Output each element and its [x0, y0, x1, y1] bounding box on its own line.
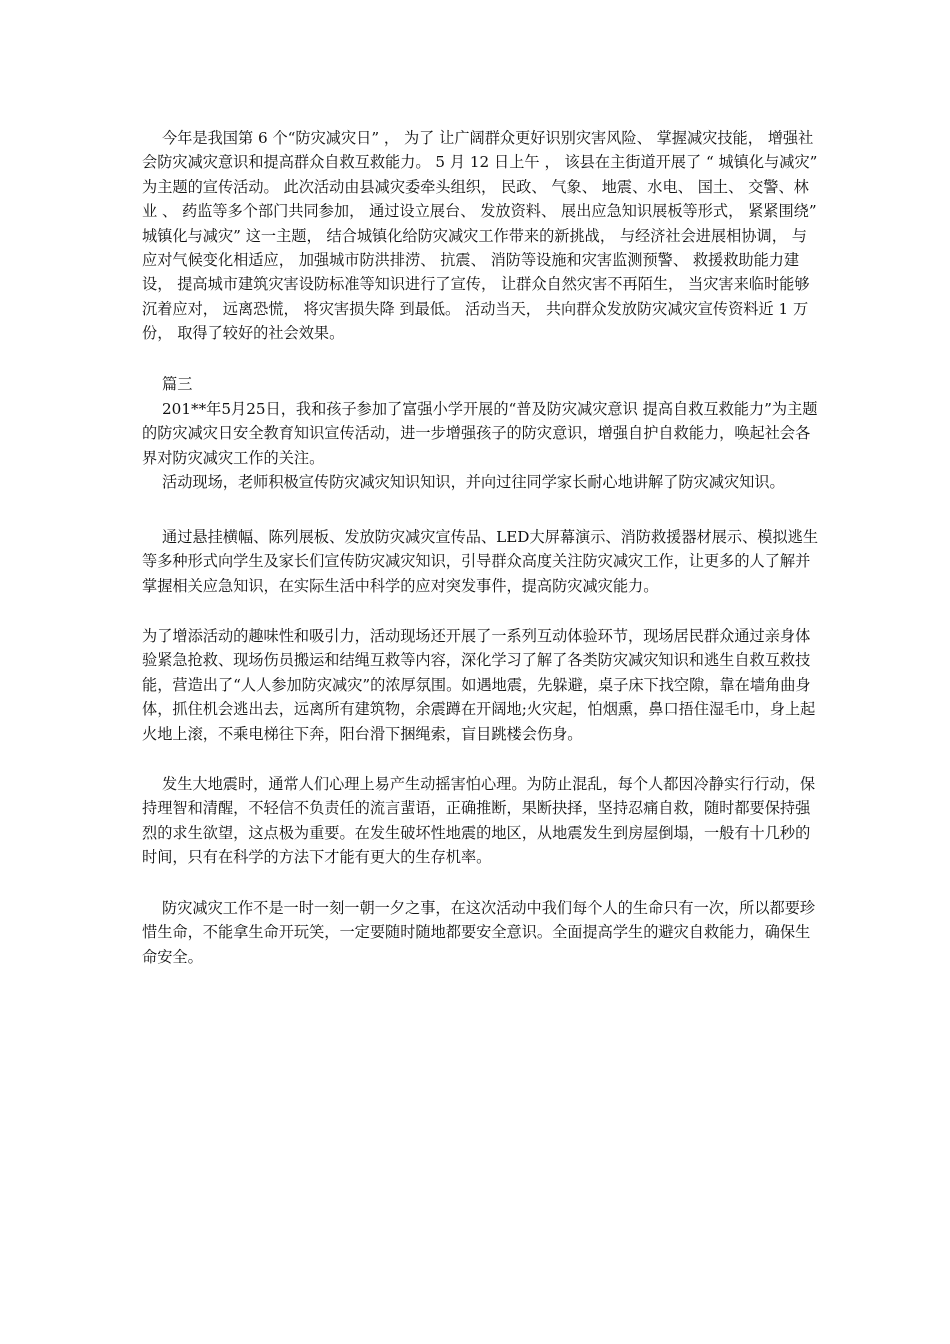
paragraph-conclusion: 防灾减灾工作不是一时一刻一朝一夕之事，在这次活动中我们每个人的生命只有一次，所以都要珍惜生命，不能拿生命开玩笑，一定要随时随地都要安全意识。全面提高学生的避灾自救能力，确保生命安全。 — [142, 899, 816, 966]
paragraph-school-activity: 201**年5月25日，我和孩子参加了富强小学开展的“普及防灾减灾意识 提高自救互救能力”为主题的防灾减灾日安全教育知识宣传活动，进一步增强孩子的防灾意识，增强自护自救能力，唤起社会各界对防灾减灾工作的关注。 — [142, 400, 818, 467]
section-heading: 篇三 — [162, 375, 193, 393]
paragraph-disaster-day-campaign: 今年是我国第 6 个“防灾减灾日” ， 为了 让广阔群众更好识别灾害风险、 掌握减灾技能， 增强社会防灾减灾意识和提高群众自救互救能力。 5 月 12 日上午 ， 该县在主街道开展了 “ 城镇化与减灾” 为主题的宣传活动。 此次活动由县减灾委牵头组织， 民政、 气象、 地震、水电、 国土、 交警、林业 、 药监等多个部门共同参加， 通过设立展台、 发放资料、 展出应急知识展板等形式， 紧紧围绕” 城镇化与减灾” 这一主题， 结合城镇化给防灾减灾工作带来的新挑战， 与经济社会进展相协调， 与应对气候变化相适应， 加强城市防洪排涝、 抗震、 消防等设施和灾害监测预警、 救援救助能力建设， 提高城市建筑灾害设防标准等知识进行了宣传， 让群众自然灾害不再陌生， 当灾害来临时能够沉着应对， 远离恐慌， 将灾害损失降 到最低。 活动当天， 共向群众发放防灾减灾宣传资料近 1 万份， 取得了较好的社会效果。 — [142, 129, 818, 343]
paragraph-teacher-explanation: 活动现场，老师积极宣传防灾减灾知识知识，并向过往同学家长耐心地讲解了防灾减灾知识。 — [162, 473, 785, 491]
paragraph-interactive-experience: 为了增添活动的趣味性和吸引力，活动现场还开展了一系列互动体验环节，现场居民群众通过亲身体验紧急抢救、现场伤员搬运和结绳互救等内容，深化学习了解了各类防灾减灾知识和逃生自救互救技能，营造出了“人人参加防灾减灾”的浓厚氛围。如遇地震，先躲避，桌子床下找空隙，靠在墙角曲身体，抓住机会逃出去，远离所有建筑物，余震蹲在开阔地;火灾起，怕烟熏，鼻口捂住湿毛巾，身上起火地上滚，不乘电梯往下奔，阳台滑下捆绳索，盲目跳楼会伤身。 — [142, 627, 816, 743]
paragraph-publicity-forms: 通过悬挂横幅、陈列展板、发放防灾减灾宣传品、LED大屏幕演示、消防救援器材展示、模拟逃生等多种形式向学生及家长们宣传防灾减灾知识，引导群众高度关注防灾减灾工作，让更多的人了解并掌握相关应急知识，在实际生活中科学的应对突发事件，提高防灾减灾能力。 — [142, 528, 819, 595]
paragraph-earthquake-psychology: 发生大地震时，通常人们心理上易产生动摇害怕心理。为防止混乱，每个人都因冷静实行行动，保持理智和清醒，不轻信不负责任的流言蜚语，正确推断，果断抉择，坚持忍痛自救，随时都要保持强烈的求生欲望，这点极为重要。在发生破坏性地震的地区，从地震发生到房屋倒塌，一般有十几秒的时间，只有在科学的方法下才能有更大的生存机率。 — [142, 775, 816, 867]
